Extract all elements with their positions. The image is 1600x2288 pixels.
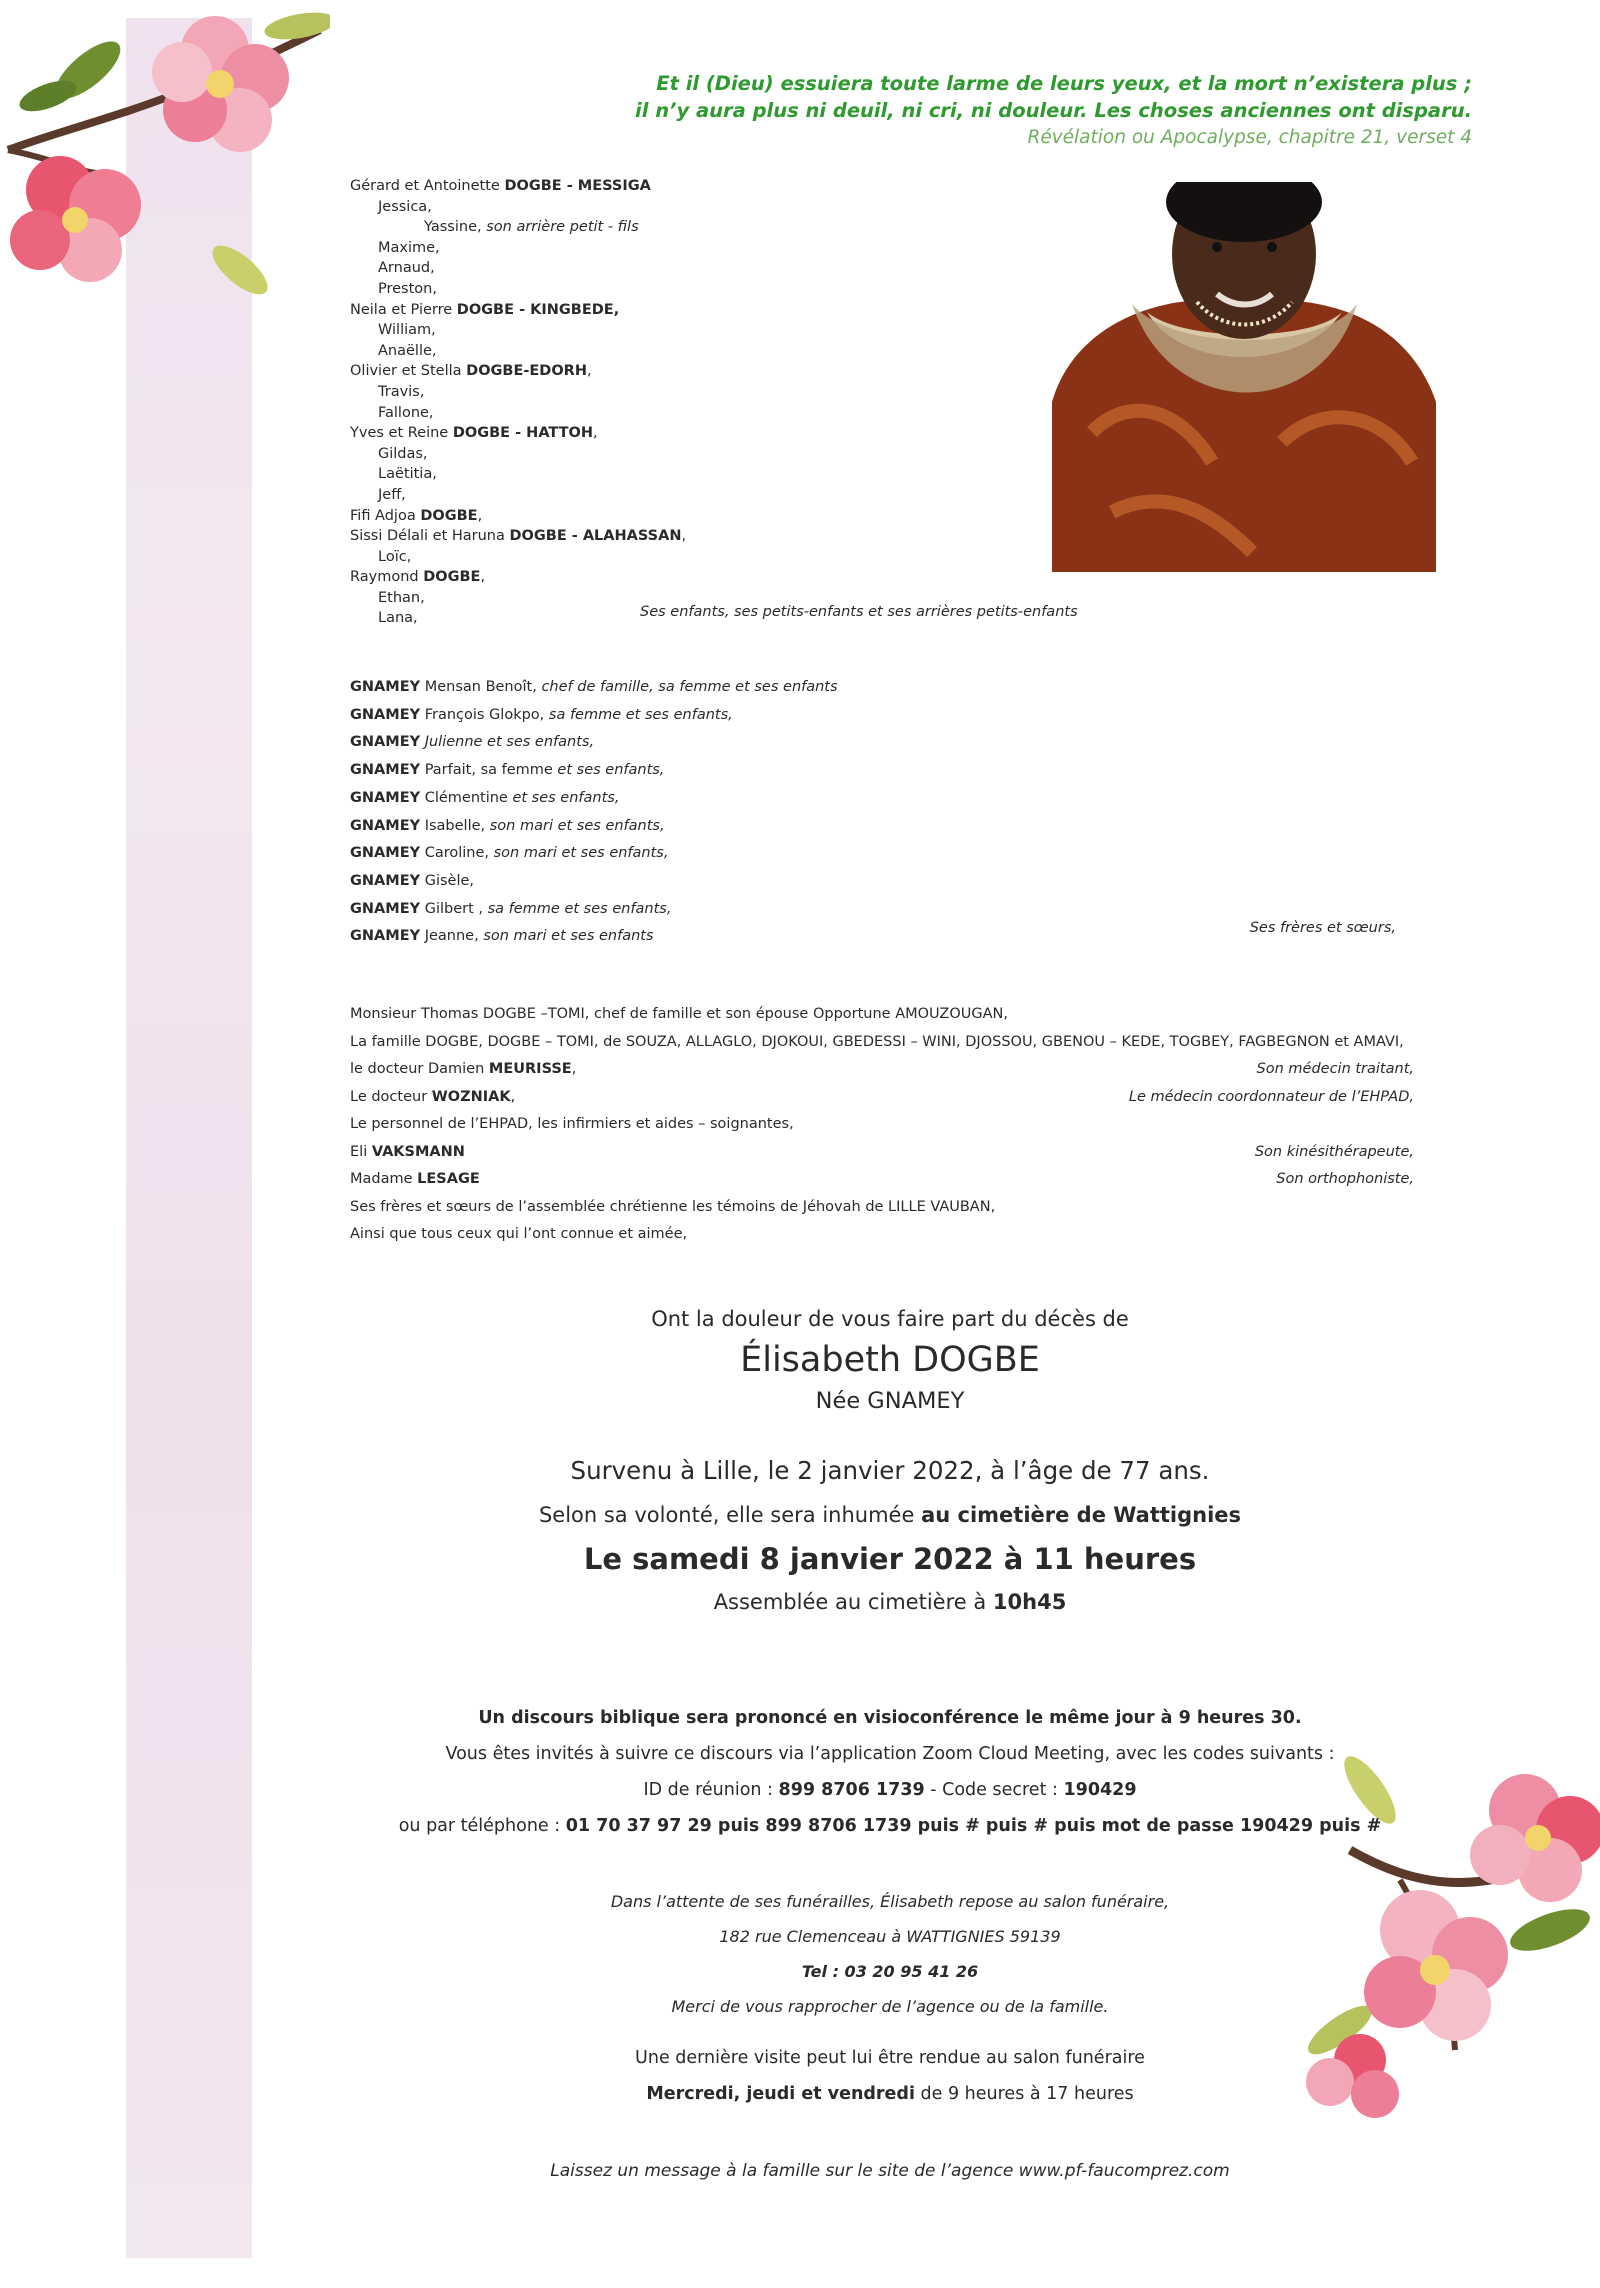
sibling-row: [350, 702, 838, 730]
zoom-info: [300, 1700, 1480, 1844]
decorative-band: [126, 18, 252, 2258]
member-name: Jeff,: [378, 486, 406, 503]
quote-reference: Révélation ou Apocalypse, chapitre 21, verset 4: [1027, 127, 1472, 148]
sibling-family: Julienne et ses enfants,: [424, 734, 595, 751]
member-surname: DOGBE - ALAHASSAN: [509, 528, 682, 545]
meeting-id-value: 899 8706 1739: [778, 1780, 925, 1800]
sibling-family: son mari et ses enfants,: [493, 845, 669, 862]
death-announcement: [300, 1302, 1480, 1620]
member-name: Maxime,: [378, 239, 440, 256]
mourner-surname: LESAGE: [417, 1171, 480, 1187]
visit-hours: [300, 2076, 1480, 2112]
family-member-row: [350, 547, 686, 568]
visit-line-1: Une dernière visite peut lui être rendue au salon funéraire: [635, 2048, 1145, 2068]
mourner-role: Son kinésithérapeute,: [1254, 1143, 1414, 1160]
sibling-surname: GNAMEY: [350, 900, 421, 917]
mourner-text: Le docteur: [350, 1088, 432, 1105]
mourner-row: [350, 1001, 1414, 1029]
member-surname: DOGBE - MESSIGA: [504, 178, 651, 194]
member-name: Fallone,: [378, 404, 434, 421]
member-name: Raymond: [350, 569, 424, 586]
member-suffix: ,: [477, 507, 483, 524]
mourner-role: Son médecin traitant,: [1256, 1061, 1414, 1077]
mourner-text: Ses frères et sœurs de l’assemblée chrétienne les témoins de Jéhovah de LILLE VAUBAN,: [350, 1198, 996, 1215]
member-name: Arnaud,: [378, 260, 435, 277]
sibling-row: [350, 757, 838, 785]
funeral-home-contact-note: Merci de vous rapprocher de l’agence ou de la famille.: [671, 1997, 1109, 2016]
member-name: Yassine,: [424, 219, 487, 236]
sibling-row: [350, 840, 838, 868]
member-name: Fifi Adjoa: [350, 507, 421, 524]
secret-code-value: 190429: [1063, 1780, 1137, 1800]
zoom-phone-line: [300, 1808, 1480, 1844]
sibling-family: son mari et ses enfants,: [489, 817, 665, 834]
mourner-role: Le médecin coordonnateur de l’EHPAD,: [1128, 1088, 1414, 1105]
mourner-punct: ,: [571, 1061, 577, 1077]
sibling-surname: GNAMEY: [350, 872, 421, 889]
sibling-row: [350, 785, 838, 813]
deceased-name: Élisabeth DOGBE: [740, 1340, 1040, 1380]
burial-text: Selon sa volonté, elle sera inhumée: [538, 1503, 922, 1527]
children-role-caption: Ses enfants, ses petits-enfants et ses arrières petits-enfants: [640, 604, 1078, 620]
member-suffix: ,: [681, 528, 687, 545]
sibling-name: François Glokpo,: [420, 706, 549, 723]
mourner-row: [350, 1029, 1414, 1057]
family-member-row: [350, 444, 686, 465]
mourner-text: Ainsi que tous ceux qui l’ont connue et aimée,: [350, 1226, 688, 1242]
sibling-name: Clémentine: [420, 789, 513, 806]
member-name: Gérard et Antoinette: [350, 178, 505, 194]
family-member-row: [350, 382, 686, 403]
family-list: [350, 176, 686, 629]
member-suffix: ,: [480, 569, 486, 586]
zoom-invite-line: Vous êtes invités à suivre ce discours via l’application Zoom Cloud Meeting, avec les codes suivants :: [445, 1744, 1335, 1764]
family-member-row: [350, 320, 686, 341]
sibling-name: Mensan Benoît,: [420, 679, 542, 695]
sibling-family: et ses enfants,: [512, 789, 620, 806]
family-member-row: [350, 279, 686, 300]
sibling-row: [350, 923, 838, 951]
mourner-text: Eli: [350, 1143, 372, 1160]
sibling-row: [350, 813, 838, 841]
sibling-surname: GNAMEY: [350, 679, 421, 695]
sibling-row: [350, 868, 838, 896]
mourner-text: Madame: [350, 1171, 418, 1187]
phone-label: ou par téléphone :: [398, 1816, 566, 1836]
sibling-surname: GNAMEY: [350, 789, 421, 806]
assembly-time: [300, 1584, 1480, 1620]
sibling-name: Gisèle,: [420, 872, 475, 889]
assembly-text: Assemblée au cimetière à: [713, 1590, 993, 1614]
member-surname: DOGBE - KINGBEDE,: [456, 301, 620, 318]
siblings-role-caption: Ses frères et sœurs,: [1249, 920, 1396, 936]
mourner-surname: WOZNIAK: [431, 1088, 511, 1105]
family-member-row: [350, 197, 686, 218]
family-member-row: [350, 258, 686, 279]
funeral-home-address: 182 rue Clemenceau à WATTIGNIES 59139: [719, 1927, 1061, 1946]
funeral-home-info: [300, 1884, 1480, 2024]
member-suffix: ,: [593, 425, 598, 442]
member-surname: DOGBE: [420, 507, 478, 524]
family-member-row: [350, 361, 686, 382]
sibling-surname: GNAMEY: [350, 734, 421, 751]
member-name: Travis,: [378, 383, 425, 400]
zoom-meeting-codes: [300, 1772, 1480, 1808]
family-member-row: [350, 341, 686, 362]
sibling-surname: GNAMEY: [350, 762, 421, 779]
mourner-text: Monsieur Thomas DOGBE –TOMI, chef de famille et son épouse Opportune AMOUZOUGAN,: [350, 1006, 1008, 1022]
member-name: Gildas,: [378, 445, 428, 462]
member-name: Olivier et Stella: [350, 363, 467, 380]
sibling-name: Jeanne,: [420, 928, 484, 945]
member-suffix: son arrière petit - fils: [486, 219, 639, 236]
member-name: William,: [378, 322, 436, 339]
sibling-family: sa femme et ses enfants,: [487, 900, 672, 917]
mourner-row: [350, 1056, 1414, 1084]
member-name: Sissi Délali et Haruna: [350, 528, 510, 545]
sibling-row: [350, 674, 838, 702]
mourner-row: [350, 1166, 1414, 1194]
family-member-row: [350, 423, 686, 444]
family-member-row: [350, 567, 686, 588]
mourner-row: [350, 1221, 1414, 1249]
mourner-text: Le personnel de l’EHPAD, les infirmiers et aides – soignantes,: [350, 1116, 794, 1132]
secret-code-label: - Code secret :: [924, 1780, 1064, 1800]
flower-branch-top-icon: [0, 0, 330, 330]
portrait-photo: [1052, 182, 1436, 572]
visit-info: [300, 2040, 1480, 2112]
family-member-row: [350, 464, 686, 485]
mourner-text: La famille DOGBE, DOGBE – TOMI, de SOUZA, ALLAGLO, DJOKOUI, GBEDESSI – WINI, DJOSSOU, GBENOU – KEDE, TOGBEY, FAGBEGNON et AMAVI,: [350, 1033, 1404, 1050]
family-member-row: [350, 300, 686, 321]
burial-place: [300, 1497, 1480, 1533]
sibling-family: son mari et ses enfants: [483, 928, 654, 945]
family-member-row: [350, 403, 686, 424]
others-list: [350, 1001, 1414, 1249]
sibling-row: [350, 896, 838, 924]
meeting-id-label: ID de réunion :: [643, 1780, 779, 1800]
family-member-row: [350, 238, 686, 259]
burial-cemetery: au cimetière de Wattignies: [921, 1503, 1242, 1527]
funeral-date: Le samedi 8 janvier 2022 à 11 heures: [583, 1542, 1197, 1576]
member-surname: DOGBE-EDORH: [466, 363, 587, 380]
member-name: Anaëlle,: [378, 342, 437, 359]
siblings-list: [350, 674, 838, 951]
death-details: Survenu à Lille, le 2 janvier 2022, à l’âge de 77 ans.: [570, 1456, 1210, 1485]
family-member-row: [350, 608, 686, 629]
member-surname: DOGBE - HATTOH: [452, 425, 593, 442]
family-member-row: [350, 526, 686, 547]
mourner-row: [350, 1111, 1414, 1139]
zoom-discourse-line: Un discours biblique sera prononcé en visioconférence le même jour à 9 heures 30.: [478, 1708, 1302, 1728]
maiden-name: Née GNAMEY: [815, 1388, 965, 1414]
sibling-name: Gilbert ,: [420, 900, 488, 917]
mourner-row: [350, 1139, 1414, 1167]
family-member-row: [350, 506, 686, 527]
assembly-hour: 10h45: [992, 1590, 1067, 1614]
sibling-surname: GNAMEY: [350, 817, 421, 834]
mourner-role: Son orthophoniste,: [1276, 1171, 1414, 1187]
mourner-row: [350, 1194, 1414, 1222]
member-name: Laëtitia,: [378, 466, 437, 483]
visit-days: Mercredi, jeudi et vendredi: [646, 2084, 915, 2104]
sibling-family: et ses enfants,: [557, 762, 665, 779]
member-suffix: ,: [586, 363, 592, 380]
sibling-family: sa femme et ses enfants,: [548, 706, 733, 723]
sibling-name: Isabelle,: [420, 817, 490, 834]
funeral-home-phone: Tel : 03 20 95 41 26: [801, 1962, 979, 1981]
mourner-row: [350, 1084, 1414, 1112]
footer-message: Laissez un message à la famille sur le site de l’agence www.pf-faucomprez.com: [550, 2161, 1230, 2181]
sibling-row: [350, 729, 838, 757]
sibling-family: chef de famille, sa femme et ses enfants: [541, 679, 838, 695]
mourner-surname: MEURISSE: [488, 1061, 572, 1077]
member-name: Loïc,: [378, 548, 412, 565]
family-member-row: [350, 176, 686, 197]
bible-quote: [572, 70, 1472, 152]
member-name: Yves et Reine: [350, 425, 453, 442]
member-name: Preston,: [378, 280, 437, 297]
member-name: Ethan,: [378, 589, 425, 606]
mourner-surname: VAKSMANN: [371, 1143, 465, 1160]
mourner-text: le docteur Damien: [350, 1061, 489, 1077]
sibling-surname: GNAMEY: [350, 706, 421, 723]
funeral-home-line-1: Dans l’attente de ses funérailles, Élisabeth repose au salon funéraire,: [610, 1892, 1170, 1911]
quote-line-2: il n’y aura plus ni deuil, ni cri, ni douleur. Les choses anciennes ont disparu.: [635, 99, 1472, 122]
family-member-row: [350, 588, 686, 609]
phone-value: 01 70 37 97 29 puis 899 8706 1739 puis # puis # puis mot de passe 190429 puis #: [565, 1816, 1382, 1836]
sibling-surname: GNAMEY: [350, 928, 421, 945]
announcement-intro: Ont la douleur de vous faire part du décès de: [651, 1307, 1129, 1331]
quote-line-1: Et il (Dieu) essuiera toute larme de leurs yeux, et la mort n’existera plus ;: [656, 72, 1472, 95]
sibling-surname: GNAMEY: [350, 845, 421, 862]
family-member-row: [350, 217, 686, 238]
member-name: Neila et Pierre: [350, 301, 457, 318]
member-name: Lana,: [378, 610, 418, 627]
visit-time: de 9 heures à 17 heures: [914, 2084, 1134, 2104]
mourner-punct: ,: [510, 1088, 516, 1105]
sibling-name: Caroline,: [420, 845, 494, 862]
member-surname: DOGBE: [423, 569, 481, 586]
family-member-row: [350, 485, 686, 506]
sibling-name: Parfait, sa femme: [420, 762, 558, 779]
member-name: Jessica,: [378, 198, 432, 215]
